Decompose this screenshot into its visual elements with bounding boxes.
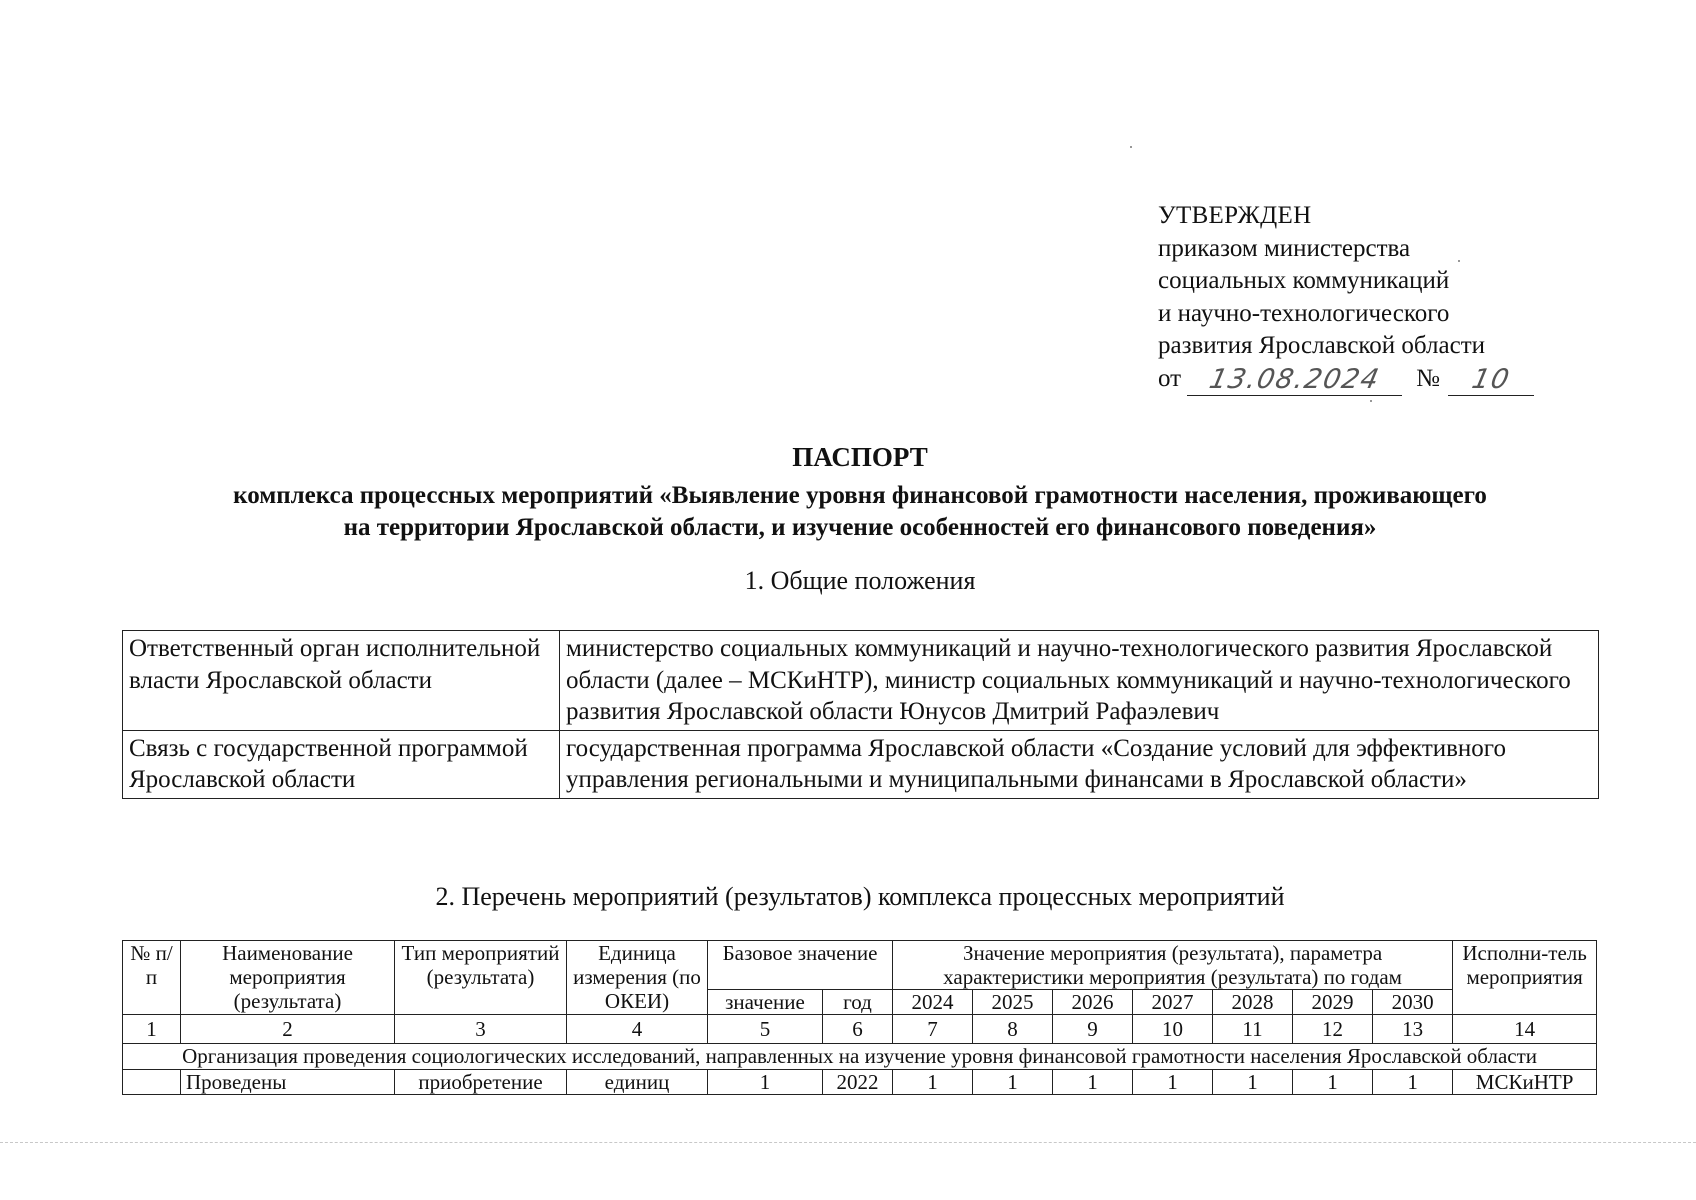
- column-number: 4: [567, 1015, 708, 1044]
- number-field: [1448, 363, 1534, 396]
- cell-year-value: 1: [1213, 1070, 1293, 1095]
- column-number: 1: [123, 1015, 181, 1044]
- column-number: 3: [395, 1015, 567, 1044]
- section-2-heading: 2. Перечень мероприятий (результатов) комплекса процессных мероприятий: [435, 882, 1285, 911]
- approval-heading: УТВЕРЖДЕН: [1158, 202, 1312, 229]
- header-unit: Единица измерения (по ОКЕИ): [567, 941, 708, 1015]
- header-year: 2030: [1373, 990, 1453, 1015]
- column-number-row: [123, 1015, 1597, 1044]
- cell-year-value: 1: [893, 1070, 973, 1095]
- header-base: Базовое значение: [708, 941, 893, 990]
- cell-base-year: 2022: [823, 1070, 893, 1095]
- scan-speck: [1130, 146, 1132, 148]
- table-row: [123, 631, 1599, 731]
- subtitle-line: на территории Ярославской области, и изучение особенностей его финансового поведения»: [343, 514, 1377, 541]
- cell-executor: МСКиНТР: [1453, 1070, 1597, 1095]
- cell-num: [123, 1070, 181, 1095]
- general-provisions-table: [122, 630, 1599, 799]
- column-number: 11: [1213, 1015, 1293, 1044]
- approval-date-number-row: [1158, 363, 1578, 396]
- handwritten-date: 13.08.2024: [1206, 364, 1383, 395]
- row-value: министерство социальных коммуникаций и научно-технологического развития Ярославской области (далее – МСКиНТР), министр социальных коммуникаций и научно-технологического развития Ярославской области Юнусов Дмитрий Рафаэлевич: [560, 631, 1599, 731]
- cell-unit: единиц: [567, 1070, 708, 1095]
- column-number: 12: [1293, 1015, 1373, 1044]
- header-year: 2026: [1053, 990, 1133, 1015]
- header-base-year: год: [823, 990, 893, 1015]
- column-number: 13: [1373, 1015, 1453, 1044]
- header-year: 2028: [1213, 990, 1293, 1015]
- scan-speck: [1370, 400, 1372, 402]
- document-title: ПАСПОРТ: [792, 442, 928, 472]
- column-number: 9: [1053, 1015, 1133, 1044]
- approval-line: развития Ярославской области: [1158, 332, 1486, 359]
- row-value: государственная программа Ярославской области «Создание условий для эффективного управления региональными и муниципальными финансами в Ярославской области»: [560, 730, 1599, 798]
- column-number: 14: [1453, 1015, 1597, 1044]
- approval-line: приказом министерства: [1158, 234, 1411, 262]
- header-base-value: значение: [708, 990, 823, 1015]
- cell-year-value: 1: [973, 1070, 1053, 1095]
- header-values: Значение мероприятия (результата), параметра характеристики мероприятия (результата) по годам: [893, 941, 1453, 990]
- from-label: от: [1158, 365, 1182, 392]
- document-subtitle: [0, 480, 1696, 544]
- handwritten-number: 10: [1469, 364, 1514, 395]
- row-label: Связь с государственной программой Ярославской области: [123, 730, 560, 798]
- cell-base-value: 1: [708, 1070, 823, 1095]
- date-field: [1187, 363, 1402, 396]
- approval-line: и научно-технологического: [1158, 299, 1450, 327]
- scan-page-edge: [0, 1142, 1696, 1143]
- scan-speck: [1458, 260, 1460, 262]
- header-year: 2025: [973, 990, 1053, 1015]
- table-row: [123, 1070, 1597, 1095]
- section-row-title: Организация проведения социологических исследований, направленных на изучение уровня финансовой грамотности населения Ярославской области: [123, 1044, 1597, 1070]
- header-num: № п/п: [123, 941, 181, 1015]
- cell-year-value: 1: [1373, 1070, 1453, 1095]
- section-1-heading: 1. Общие положения: [744, 566, 976, 595]
- header-year: 2029: [1293, 990, 1373, 1015]
- section-row: [123, 1044, 1597, 1070]
- column-number: 7: [893, 1015, 973, 1044]
- approval-line: социальных коммуникаций: [1158, 267, 1450, 294]
- cell-year-value: 1: [1053, 1070, 1133, 1095]
- header-year: 2024: [893, 990, 973, 1015]
- column-number: 8: [973, 1015, 1053, 1044]
- measures-table: [122, 940, 1597, 1095]
- table-row: [123, 730, 1599, 798]
- cell-year-value: 1: [1133, 1070, 1213, 1095]
- column-number: 2: [181, 1015, 395, 1044]
- subtitle-line: комплекса процессных мероприятий «Выявление уровня финансовой грамотности населения, проживающего: [233, 482, 1487, 509]
- header-executor: Исполни-тель мероприятия: [1453, 941, 1597, 1015]
- cell-name: Проведены: [181, 1070, 395, 1095]
- header-type: Тип мероприятий (результата): [395, 941, 567, 1015]
- header-name: Наименование мероприятия (результата): [181, 941, 395, 1015]
- header-row: [123, 941, 1597, 990]
- column-number: 6: [823, 1015, 893, 1044]
- cell-type: приобретение: [395, 1070, 567, 1095]
- row-label: Ответственный орган исполнительной власти Ярославской области: [123, 631, 560, 731]
- number-label: №: [1416, 365, 1440, 392]
- column-number: 10: [1133, 1015, 1213, 1044]
- column-number: 5: [708, 1015, 823, 1044]
- approval-block: [1158, 200, 1578, 396]
- header-year: 2027: [1133, 990, 1213, 1015]
- cell-year-value: 1: [1293, 1070, 1373, 1095]
